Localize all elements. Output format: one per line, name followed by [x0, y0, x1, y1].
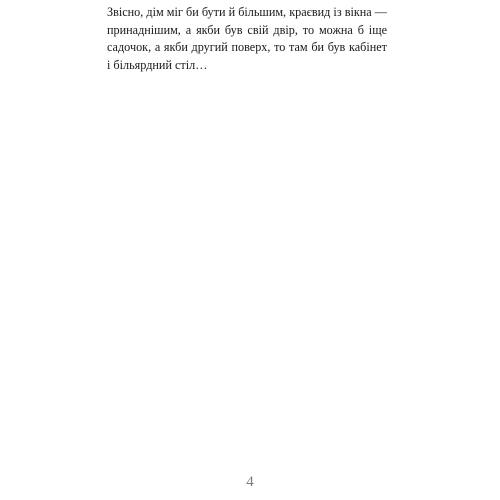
page-number: 4: [246, 474, 254, 490]
paragraph-excerpt: Звісно, дім міг би бути й більшим, краєвид із вікна — принаднішим, а якби був свій двір, то можна б іще садочок, а якби другий поверх, то там би був кабінет і більярдний стіл…: [107, 5, 387, 72]
excerpt-text: [107, 4, 387, 74]
